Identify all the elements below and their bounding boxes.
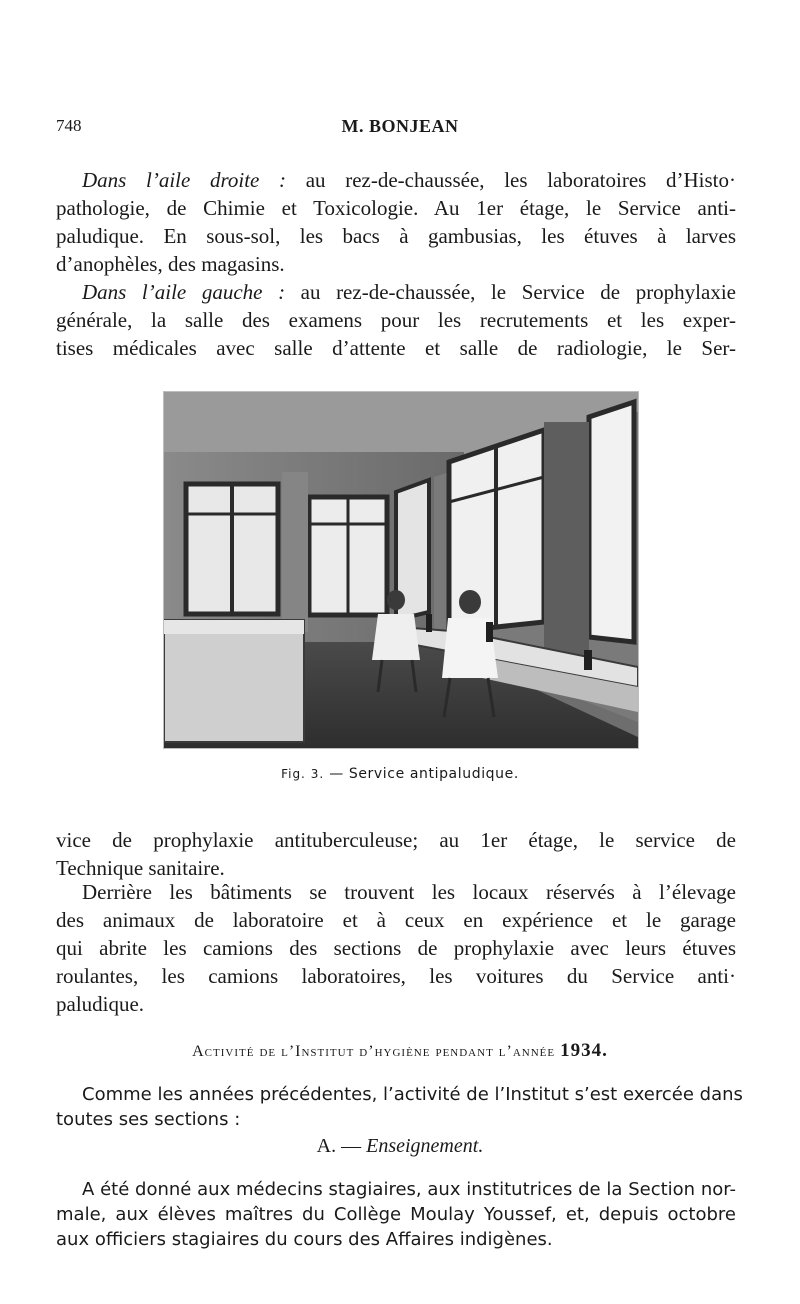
laboratory-photo-illustration [164,392,638,748]
paragraph-line: roulantes, les camions laboratoires, les voitures du Service anti· [56,964,736,988]
paragraph-line: toutes ses sections : [56,1109,241,1130]
section-heading [0,1040,800,1062]
paragraph-line: A été donné aux médecins stagiaires, aux institutrices de la Section nor- [82,1179,736,1200]
line-text: au rez-de-chaussée, les laboratoires d’Histo· [305,168,736,192]
paragraph-right-wing [56,166,736,278]
paragraph-line: aux officiers stagiaires du cours des Affaires indigènes. [56,1229,553,1250]
paragraph-line: générale, la salle des examens pour les recrutements et les exper- [56,308,736,332]
section-heading-text: Activité de l’Institut d’hygiène pendant l’année [192,1043,556,1060]
figure-caption-text: — Service antipaludique. [329,766,519,782]
italic-lead: Dans l’aile gauche : [82,280,286,304]
paragraph-line: d’anophèles, des magasins. [56,252,285,276]
paragraph-activity [56,1082,743,1132]
subheading-letter: A. — [316,1135,362,1157]
italic-lead: Dans l’aile droite : [82,168,287,192]
running-head: M. BONJEAN [341,116,459,136]
paragraph-line: Derrière les bâtiments se trouvent les locaux réservés à l’élevage [82,880,736,904]
paragraph-left-wing [56,278,736,362]
paragraph-line: paludique. En sous-sol, les bacs à gambusias, les étuves à larves [56,224,736,248]
paragraph-buildings [56,878,736,1018]
page-number: 748 [56,116,82,135]
figure-label: Fig. 3. [281,767,325,781]
paragraph-line: qui abrite les camions des sections de prophylaxie avec leurs étuves [56,936,736,960]
figure-caption [0,766,800,782]
laboratory-photograph [163,391,639,749]
section-heading-year: 1934. [560,1040,608,1061]
paragraph-teaching [56,1177,736,1252]
paragraph-line: Technique sanitaire. [56,856,225,880]
paragraph-line: pathologie, de Chimie et Toxicologie. Au 1er étage, le Service anti- [56,196,736,220]
paragraph-line: male, aux élèves maîtres du Collège Moulay Youssef, et, depuis octobre [56,1204,736,1225]
subheading-enseignement [0,1135,800,1158]
paragraph-line [56,166,736,194]
line-text: au rez-de-chaussée, le Service de prophylaxie [300,280,736,304]
paragraph-continuation [56,826,736,882]
paragraph-line: Comme les années précédentes, l’activité de l’Institut s’est exercée dans [82,1084,743,1105]
subheading-title: Enseignement. [366,1135,484,1157]
paragraph-line: tises médicales avec salle d’attente et salle de radiologie, le Ser- [56,336,736,360]
paragraph-line: vice de prophylaxie antituberculeuse; au 1er étage, le service de [56,828,736,852]
paragraph-line: paludique. [56,992,145,1016]
paragraph-line [56,278,736,306]
paragraph-line: des animaux de laboratoire et à ceux en expérience et le garage [56,908,736,932]
